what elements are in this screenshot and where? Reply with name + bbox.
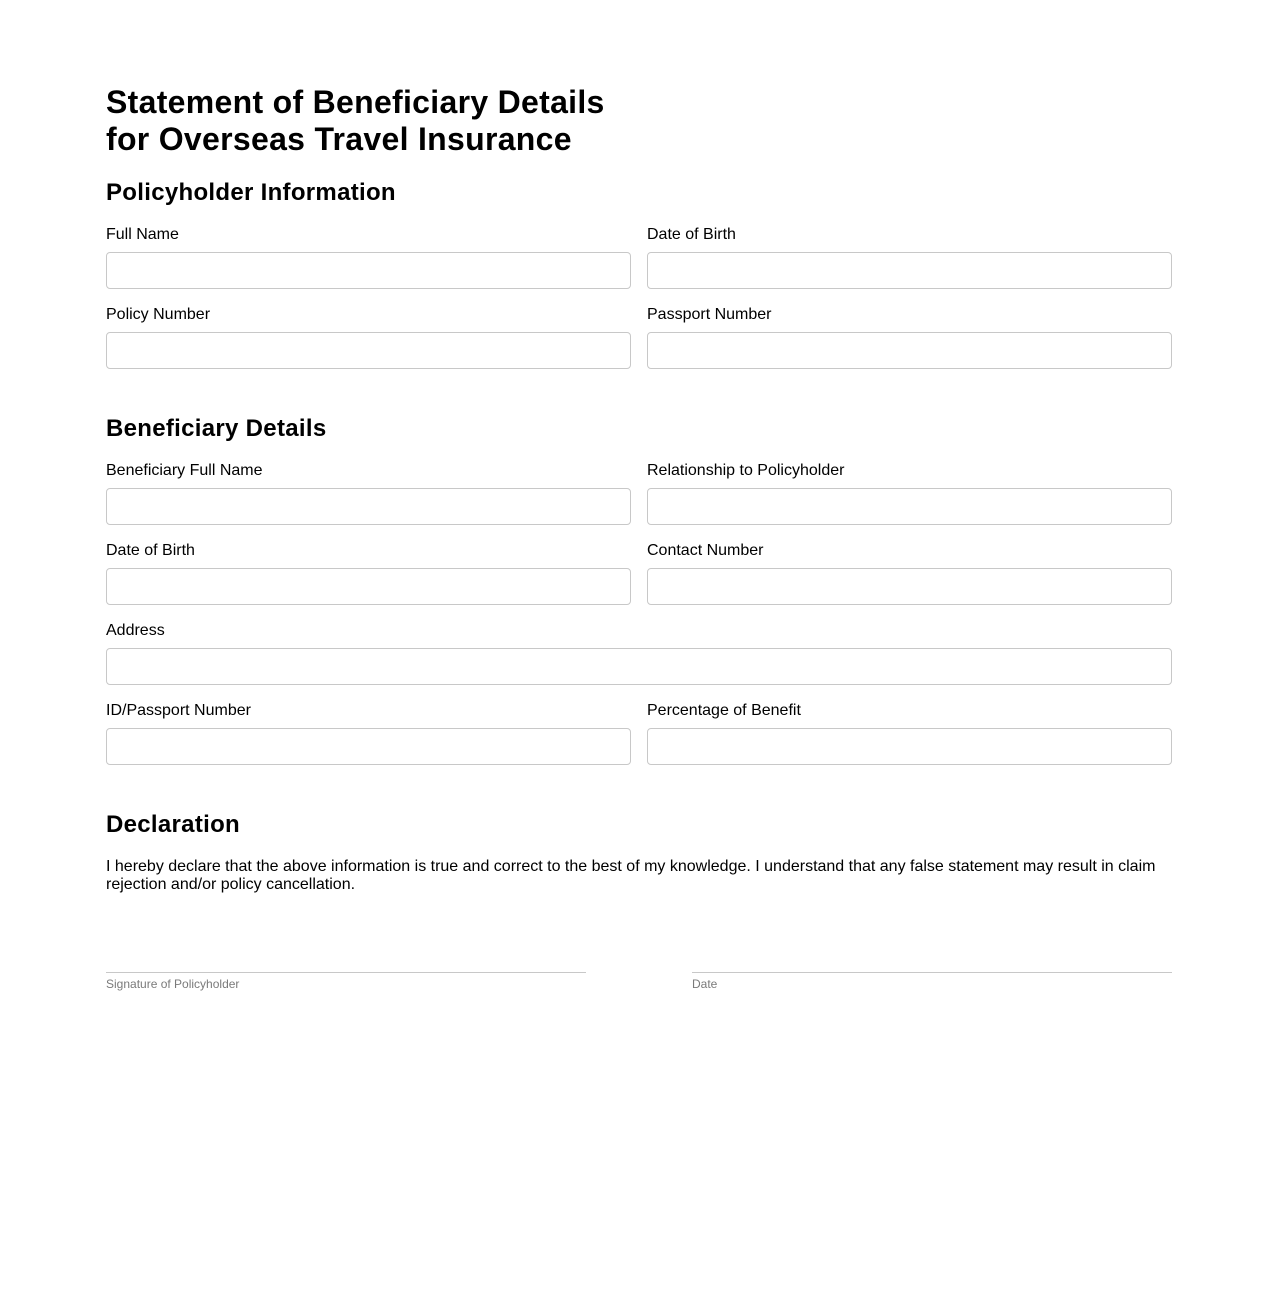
section-heading-beneficiary: Beneficiary Details: [106, 415, 327, 442]
beneficiary-full-name-input[interactable]: [106, 488, 631, 525]
beneficiary-full-name-field: [106, 462, 631, 525]
passport-number-input[interactable]: [647, 332, 1172, 369]
address-field: [106, 622, 1172, 685]
address-input[interactable]: [106, 648, 1172, 685]
contact-number-input[interactable]: [647, 568, 1172, 605]
page-title: [106, 84, 806, 158]
date-signature-block: [692, 972, 1172, 991]
section-heading-policyholder: Policyholder Information: [106, 179, 396, 206]
policy-number-label: Policy Number: [106, 306, 211, 323]
id-passport-number-field: [106, 702, 631, 765]
contact-number-label: Contact Number: [647, 542, 764, 559]
declaration-text: I hereby declare that the above information is true and correct to the best of my knowledge. I understand that any false statement may result in claim rejection and/or policy cancellation.: [106, 858, 1156, 893]
contact-number-field: [647, 542, 1172, 605]
policyholder-full-name-label: Full Name: [106, 226, 179, 243]
relationship-field: [647, 462, 1172, 525]
percentage-of-benefit-field: [647, 702, 1172, 765]
page-title-line-1: Statement of Beneficiary Details: [106, 84, 605, 120]
signature-line[interactable]: [106, 972, 586, 973]
relationship-label: Relationship to Policyholder: [647, 462, 845, 479]
percentage-of-benefit-label: Percentage of Benefit: [647, 702, 801, 719]
passport-number-field: [647, 306, 1172, 369]
policyholder-full-name-input[interactable]: [106, 252, 631, 289]
address-label: Address: [106, 622, 165, 639]
policy-number-input[interactable]: [106, 332, 631, 369]
page-title-line-2: for Overseas Travel Insurance: [106, 121, 572, 157]
date-label: Date: [692, 977, 718, 991]
beneficiary-dob-input[interactable]: [106, 568, 631, 605]
beneficiary-dob-field: [106, 542, 631, 605]
policy-number-field: [106, 306, 631, 369]
relationship-input[interactable]: [647, 488, 1172, 525]
policyholder-dob-field: [647, 226, 1172, 289]
section-heading-declaration: Declaration: [106, 811, 241, 838]
policyholder-dob-input[interactable]: [647, 252, 1172, 289]
id-passport-number-input[interactable]: [106, 728, 631, 765]
percentage-of-benefit-input[interactable]: [647, 728, 1172, 765]
passport-number-label: Passport Number: [647, 306, 772, 323]
id-passport-number-label: ID/Passport Number: [106, 702, 251, 719]
date-line[interactable]: [692, 972, 1172, 973]
beneficiary-full-name-label: Beneficiary Full Name: [106, 462, 263, 479]
beneficiary-dob-label: Date of Birth: [106, 542, 195, 559]
signature-label: Signature of Policyholder: [106, 977, 240, 991]
policyholder-full-name-field: [106, 226, 631, 289]
policyholder-dob-label: Date of Birth: [647, 226, 736, 243]
signature-block: [106, 972, 586, 991]
